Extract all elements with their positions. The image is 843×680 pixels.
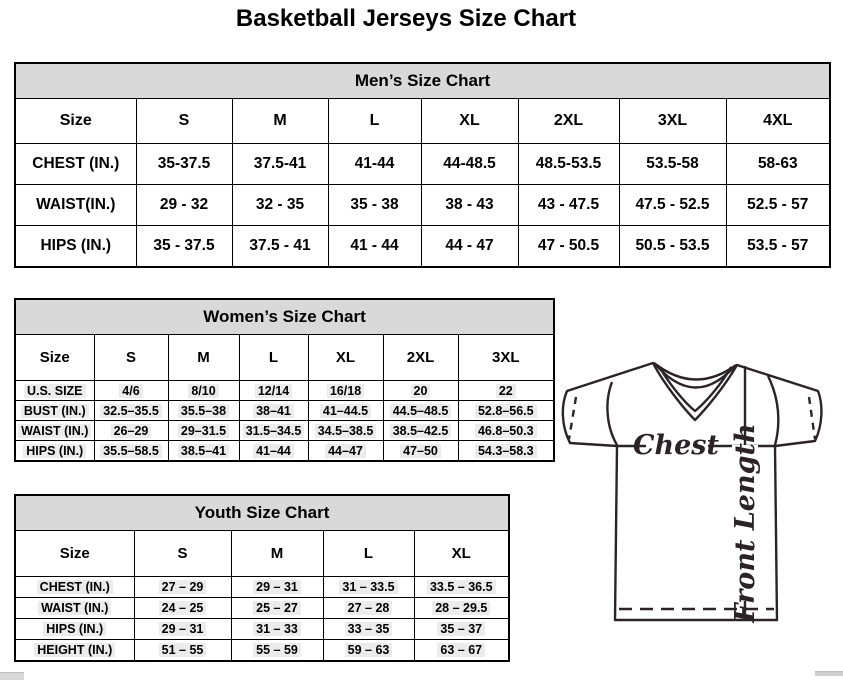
cell-value: 46.8–50.3 [475, 424, 537, 438]
column-header: XL [414, 531, 509, 577]
mens-header-row [15, 99, 830, 144]
table-row [15, 598, 509, 619]
youth-size-table [14, 494, 510, 662]
cell [458, 421, 554, 441]
cell-value: 38.5–42.5 [390, 424, 452, 438]
cell [239, 441, 308, 462]
column-header: 2XL [383, 335, 458, 381]
column-header: XL [308, 335, 383, 381]
youth-header-row [15, 531, 509, 577]
column-header: Size [15, 531, 134, 577]
cell [323, 619, 414, 640]
row-label [15, 441, 94, 462]
cell-value: 31 – 33.5 [339, 580, 397, 594]
cell: 37.5 - 41 [232, 226, 328, 268]
cell [323, 577, 414, 598]
mens-table-title: Men’s Size Chart [15, 63, 830, 99]
cell-value: 8/10 [188, 384, 218, 398]
cell-value: 41–44.5 [320, 404, 371, 418]
row-label: HIPS (IN.) [15, 226, 136, 268]
cell-value: 63 – 67 [437, 643, 485, 657]
cell-value: 32.5–35.5 [100, 404, 162, 418]
womens-table-title: Women’s Size Chart [15, 299, 554, 335]
row-label [15, 619, 134, 640]
cell-value: 24 – 25 [159, 601, 207, 615]
cell [94, 381, 168, 401]
cell: 44-48.5 [421, 144, 518, 185]
cell [383, 441, 458, 462]
cell-value: 38–41 [253, 404, 294, 418]
row-label-text: HIPS (IN.) [43, 622, 106, 636]
column-header: 4XL [726, 99, 830, 144]
cell [134, 577, 231, 598]
table-row [15, 144, 830, 185]
cell-value: 27 – 28 [345, 601, 393, 615]
cell: 41 - 44 [328, 226, 421, 268]
cell [239, 421, 308, 441]
cell-value: 38.5–41 [178, 444, 229, 458]
row-label [15, 421, 94, 441]
cell [231, 598, 323, 619]
right-cuff-dashed-line [809, 397, 815, 439]
cell-value: 27 – 29 [159, 580, 207, 594]
cell-value: 4/6 [119, 384, 142, 398]
cell-value: 22 [496, 384, 516, 398]
cell [134, 640, 231, 662]
table-row [15, 619, 509, 640]
cell [168, 421, 239, 441]
column-header: M [232, 99, 328, 144]
cell-value: 28 – 29.5 [432, 601, 490, 615]
table-row [15, 421, 554, 441]
cell-value: 31 – 33 [253, 622, 301, 636]
cell-value: 12/14 [255, 384, 292, 398]
cell-value: 29 – 31 [159, 622, 207, 636]
cell: 37.5-41 [232, 144, 328, 185]
cell-value: 35.5–58.5 [100, 444, 162, 458]
column-header: L [323, 531, 414, 577]
cell-value: 31.5–34.5 [243, 424, 305, 438]
cell-value: 52.8–56.5 [475, 404, 537, 418]
cell [414, 619, 509, 640]
cell [94, 401, 168, 421]
cell-value: 33.5 – 36.5 [427, 580, 496, 594]
cell-value: 35 – 37 [437, 622, 485, 636]
cell: 53.5-58 [619, 144, 726, 185]
column-header: 2XL [518, 99, 619, 144]
cell: 32 - 35 [232, 185, 328, 226]
table-row [15, 226, 830, 268]
column-header: M [168, 335, 239, 381]
column-header: L [239, 335, 308, 381]
cell [134, 598, 231, 619]
chest-label: Chest [633, 430, 719, 461]
cell-value: 59 – 63 [345, 643, 393, 657]
row-label-text: WAIST (IN.) [38, 601, 111, 615]
cell [458, 401, 554, 421]
cell-value: 20 [411, 384, 431, 398]
column-header: Size [15, 99, 136, 144]
cell [308, 381, 383, 401]
cell [458, 381, 554, 401]
cell [458, 441, 554, 462]
cell-value: 33 – 35 [345, 622, 393, 636]
cell-value: 29 – 31 [253, 580, 301, 594]
row-label [15, 640, 134, 662]
cell [239, 381, 308, 401]
page-title: Basketball Jerseys Size Chart [235, 5, 577, 32]
cell-value: 44.5–48.5 [390, 404, 452, 418]
row-label-text: WAIST (IN.) [18, 424, 91, 438]
cell [168, 441, 239, 462]
cell [308, 441, 383, 462]
table-row [15, 401, 554, 421]
cell-value: 26–29 [111, 424, 152, 438]
row-label [15, 577, 134, 598]
cell [231, 577, 323, 598]
row-label-text: HEIGHT (IN.) [34, 643, 115, 657]
cell-value: 55 – 59 [253, 643, 301, 657]
cell [231, 619, 323, 640]
row-label: CHEST (IN.) [15, 144, 136, 185]
cell [94, 441, 168, 462]
cell [134, 619, 231, 640]
cell: 50.5 - 53.5 [619, 226, 726, 268]
row-label-text: HIPS (IN.) [23, 444, 86, 458]
cell: 35 - 38 [328, 185, 421, 226]
cell: 58-63 [726, 144, 830, 185]
womens-size-table [14, 298, 555, 462]
table-row [15, 381, 554, 401]
cell: 35-37.5 [136, 144, 232, 185]
cell: 43 - 47.5 [518, 185, 619, 226]
cell [383, 401, 458, 421]
cell-value: 34.5–38.5 [315, 424, 377, 438]
cell-value: 54.3–58.3 [475, 444, 537, 458]
cell: 53.5 - 57 [726, 226, 830, 268]
womens-header-row [15, 335, 554, 381]
cell-value: 41–44 [253, 444, 294, 458]
cell: 29 - 32 [136, 185, 232, 226]
cell: 35 - 37.5 [136, 226, 232, 268]
jersey-outline [563, 363, 822, 620]
cell [383, 381, 458, 401]
table-row [15, 577, 509, 598]
cell-value: 51 – 55 [159, 643, 207, 657]
column-header: S [134, 531, 231, 577]
column-header: XL [421, 99, 518, 144]
cell: 44 - 47 [421, 226, 518, 268]
column-header: 3XL [458, 335, 554, 381]
cell-value: 35.5–38 [178, 404, 229, 418]
table-row [15, 441, 554, 462]
cell: 47 - 50.5 [518, 226, 619, 268]
cell [231, 640, 323, 662]
column-header: L [328, 99, 421, 144]
row-label [15, 401, 94, 421]
mens-size-table [14, 62, 831, 268]
row-label-text: CHEST (IN.) [37, 580, 113, 594]
cell-value: 44–47 [325, 444, 366, 458]
row-label [15, 381, 94, 401]
column-header: M [231, 531, 323, 577]
cell: 47.5 - 52.5 [619, 185, 726, 226]
cell [308, 401, 383, 421]
horizontal-scrollbar-fragment-right[interactable] [815, 671, 843, 676]
column-header: Size [15, 335, 94, 381]
front-length-label: Front Length [730, 423, 761, 623]
cell-value: 25 – 27 [253, 601, 301, 615]
row-label-text: U.S. SIZE [24, 384, 86, 398]
left-armhole-seam [607, 382, 617, 445]
cell [94, 421, 168, 441]
cell [239, 401, 308, 421]
jersey-measurement-diagram [553, 353, 840, 630]
cell-value: 47–50 [400, 444, 441, 458]
cell [414, 598, 509, 619]
cell: 38 - 43 [421, 185, 518, 226]
left-cuff-dashed-line [569, 397, 576, 439]
collar-ribbing-arc [656, 365, 734, 388]
cell [383, 421, 458, 441]
cell [168, 401, 239, 421]
column-header: 3XL [619, 99, 726, 144]
cell-value: 29–31.5 [178, 424, 229, 438]
row-label: WAIST(IN.) [15, 185, 136, 226]
row-label [15, 598, 134, 619]
cell [308, 421, 383, 441]
cell [414, 640, 509, 662]
cell [168, 381, 239, 401]
column-header: S [136, 99, 232, 144]
row-label-text: BUST (IN.) [21, 404, 89, 418]
cell [414, 577, 509, 598]
cell: 41-44 [328, 144, 421, 185]
cell [323, 640, 414, 662]
right-armhole-seam [768, 376, 778, 445]
cell-value: 16/18 [327, 384, 364, 398]
table-row [15, 640, 509, 662]
youth-table-title: Youth Size Chart [15, 495, 509, 531]
cell: 48.5-53.5 [518, 144, 619, 185]
cell: 52.5 - 57 [726, 185, 830, 226]
column-header: S [94, 335, 168, 381]
table-row [15, 185, 830, 226]
cell [323, 598, 414, 619]
